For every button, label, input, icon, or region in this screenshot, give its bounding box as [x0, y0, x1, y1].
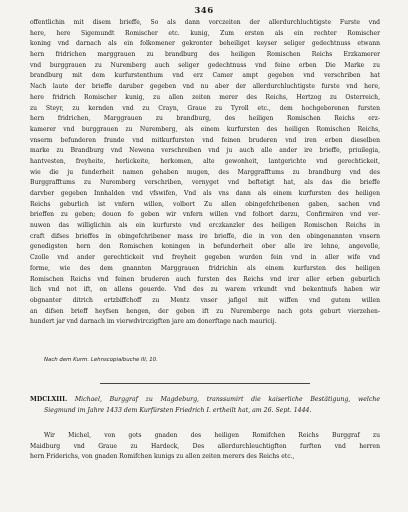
text-line: Wir Michel, von gots gnaden des heiligen Romifchen Reichs Burggraf zu: [44, 432, 380, 439]
heading-line-1: [30, 394, 380, 405]
text-line: Romischen Reichs vnd feinen bruderen auch fursten des Reichs vnd irer aller erben geburlich: [30, 275, 380, 283]
text-line: brandburg mit dem kurfurstenthum vnd erz Camer ampt gegeben vnd verschriben hat: [30, 72, 380, 80]
text-line: Reichs geburlich ist vnfern willen, volbort Zu allen obingefchribenen gaben, sachen vnd: [30, 200, 380, 208]
text-line: offentlichin mit disem brieffe, So als dann vorczeiten der allerdurchluchtigste Furste vnd: [30, 19, 380, 26]
text-line: hundert jar vnd darnach im vierwdvirczigften jare am donerftage nach mauricij.: [30, 318, 277, 326]
source-note: Nach dem Kurm. Lehnscopialbuche III, 10.: [44, 357, 158, 363]
text-line: hern fridrichen marggrauen zu brandburg des heiligen Romischen Reichs Erzkamerer: [30, 51, 380, 59]
text-line: here, here Sigemundt Romischer etc. kunig, Zum ersten als ein rechter Romischer: [30, 29, 380, 37]
text-line: hern Friderichs, von gnaden Romifchen kunigs zu allen zeiten merers des Reichs etc.,: [30, 453, 295, 461]
section-divider: [100, 383, 310, 384]
heading-line-2: Siegmund im Jahre 1433 dem Kurfürsten Friedrich I. ertheilt hat, am 26. Sept. 1444.: [44, 407, 312, 414]
document-heading: [30, 394, 380, 416]
page-number: 346: [194, 6, 214, 16]
text-line: here fridrich Romischer kunig, zu allen zeiten merer des Reichs, Hertzog zu Osterreich,: [30, 93, 380, 101]
document-number: MDCLXIII.: [30, 396, 68, 403]
text-line: zu Steyr, zu kernden vnd zu Crayn, Graue zu Tyroll etc., dem hochgeborenen fursten: [30, 104, 380, 112]
text-line: vnserm befunderen frunde vnd mitkurfursten vnd feinen bruderen vnd iren erben dieselben: [30, 136, 380, 144]
text-line: marke zu Brandburg vnd Newena verschreiben vnd ju auch alle ander ire brieffe, priuilegia,: [30, 147, 380, 155]
text-line: lich vnd not ift, on allens geuerde. Vnd des zu warem vrkundt vnd bekentnufs haben wir: [30, 286, 380, 294]
text-line: craft difses brieffes in obingefchribener mass ire brieffe, die in von den obingenannten vnsern: [30, 232, 380, 240]
text-line: brieffen zu geben; douon fo geben wir vnfern willen vnd folbort darzu, Confirmiren vnd ver-: [30, 211, 380, 219]
text-line: hern fridrichen, Marggrauen zu brandburg, des heiligen Romischen Reichs erz-: [30, 115, 380, 123]
text-line: forme, wie des dem gnannten Marggrauen fridrichin als einem kurfursten des heiligen: [30, 264, 380, 272]
text-line: genedigsten hern den Romischen koningen in befunderheit ober alle ire lehne, angevelle,: [30, 243, 380, 251]
text-line: Burggrafftums zu Nuremberg verschriben, vernyget vnd beftetigt hat, als das die brieffe: [30, 179, 380, 187]
document-opening: [30, 431, 380, 463]
text-line: hantvesten, freyheite, herlickeite, herkomen, alte gewonheit, lantgerichte vnd gerechtickeit,: [30, 157, 380, 165]
text-line: koning vnd darnach als ein folkomener gekronter beheiliget keyser seliger gedechtnuss etwann: [30, 40, 380, 48]
text-line: darvber gegeben Innhalden vnd vfswifen, Vnd als vns dann als einem kurfursten des heiligen: [30, 190, 380, 197]
document-body: [30, 18, 380, 328]
text-line: Nach laute der brieffe daruber gegeben vnd nu aber der allerdurchluchtigste furste vnd here,: [30, 83, 380, 91]
text-line: nuwen das williglichin als ein kurfurste vnd erczkanzler des heiligen Romischen Reichs in: [30, 222, 380, 230]
text-line: Czolle vnd ander gerechtickeit vnd freyheit gegeben wurden fein vnd in aller wife vnd: [30, 254, 380, 262]
heading-text-1: Michael, Burggraf zu Magdeburg, transsumirt die kaiserliche Bestätigung, welche: [74, 396, 380, 403]
text-line: vnd burggrauen zu Nuremberg auch seliger gedechtnuss vnd feine erben Die Marke zu: [30, 61, 380, 69]
text-line: wie die ju funderheit namen gehaben mugen, des Marggrafftums zu brandburg vnd des: [30, 168, 380, 176]
text-line: an difsen brieff heyfsen hengen, der geben ift zu Nuremberge nach gots geburt vierzehen-: [30, 307, 380, 315]
text-line: Maidburg vnd Graue zu Hardeck, Des allerdurchleuchtigften furften vnd herren: [30, 442, 380, 450]
text-line: kamerer vnd burggrauen zu Nuremberg, als einem kurfursten des heiligen Romischen Reichs,: [30, 125, 380, 133]
text-line: obgnanter ditrich ertzbiffchoff zu Mentz vnser jafigel mit wiffen vnd gutem willen: [30, 296, 380, 304]
